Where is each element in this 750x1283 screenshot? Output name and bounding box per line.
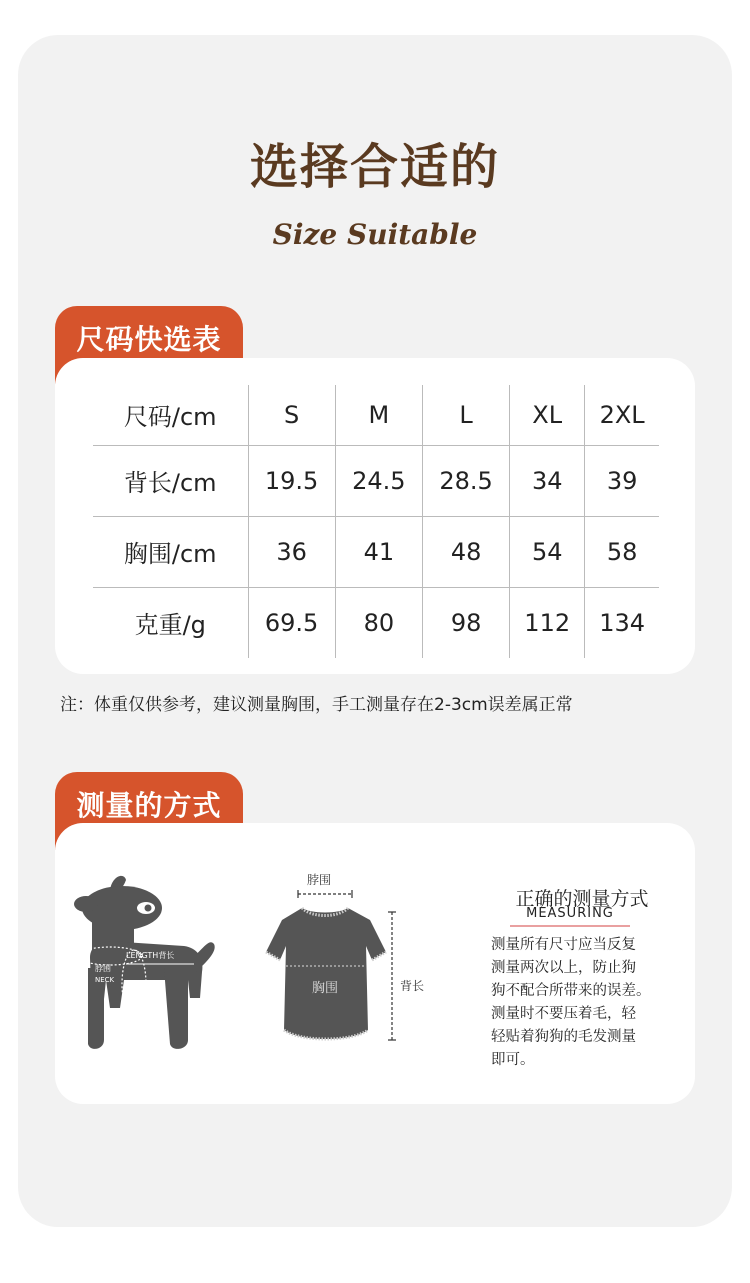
page-title: 选择合适的 [249,139,500,195]
size-chart-tab: 尺码快选表 [55,306,243,384]
table-row-header: 尺码/cm [123,403,217,432]
table-cell: 112 [510,587,585,658]
dog-chest-cn-label: 胸围 [127,987,143,996]
table-cell: 24.5 [335,445,422,516]
measure-instructions-title: 正确的测量方式 [515,888,649,910]
table-cell: 2XL [585,385,659,445]
instruction-line: 狗不配合所带来的误差。 [491,983,651,999]
shirt-neck-label: 脖围 [307,873,332,887]
table-cell: 36 [248,516,335,587]
table-cell: 28.5 [422,445,509,516]
page-subtitle: Size Suitable [272,218,478,251]
table-cell: 54 [510,516,585,587]
shirt-illustration [262,868,432,1058]
table-row-header: 胸围/cm [93,516,248,587]
table-cell: 19.5 [248,445,335,516]
shirt-chest-label: 胸围 [312,981,339,996]
table-cell: 34 [510,445,585,516]
table-row [93,516,659,587]
dog-length-label: LENGTH背长 [126,951,175,960]
table-cell: 98 [422,587,509,658]
table-row [93,587,659,658]
shirt-back-label: 背长 [400,979,425,993]
size-note: 注：体重仅供参考，建议测量胸围，手工测量存在2-3cm误差属正常 [60,695,573,715]
size-table [93,385,659,658]
instruction-line: 轻贴着狗狗的毛发测量 [491,1029,636,1045]
table-cell: 69.5 [248,587,335,658]
instruction-line: 测量所有尺寸应当反复 [491,937,636,953]
table-cell: 48 [422,516,509,587]
instruction-line: 测量时不要压着毛，轻 [491,1006,636,1022]
table-row-header: 克重/g [93,587,248,658]
table-cell: S [248,385,335,445]
size-chart-card [55,358,695,674]
table-row-header: 背长/cm [93,445,248,516]
table-cell: 58 [585,516,659,587]
measure-instructions-body [491,934,681,1072]
dog-chest-en-label: CHEST [127,1000,151,1008]
table-cell: 41 [335,516,422,587]
instruction-line: 即可。 [491,1052,535,1068]
table-cell: L [422,385,509,445]
dog-neck-en-label: NECK [95,976,115,984]
measure-underline [510,925,630,927]
table-cell: M [335,385,422,445]
table-cell: 134 [585,587,659,658]
table-row [93,445,659,516]
dog-neck-cn-label: 脖围 [95,964,111,973]
table-cell: 39 [585,445,659,516]
dog-illustration [64,868,224,1058]
table-row [93,385,659,445]
instruction-line: 测量两次以上，防止狗 [491,960,636,976]
table-cell: XL [510,385,585,445]
table-cell: 80 [335,587,422,658]
measure-instructions-subtitle: MEASURING [526,906,614,921]
measure-tab: 测量的方式 [55,772,243,850]
